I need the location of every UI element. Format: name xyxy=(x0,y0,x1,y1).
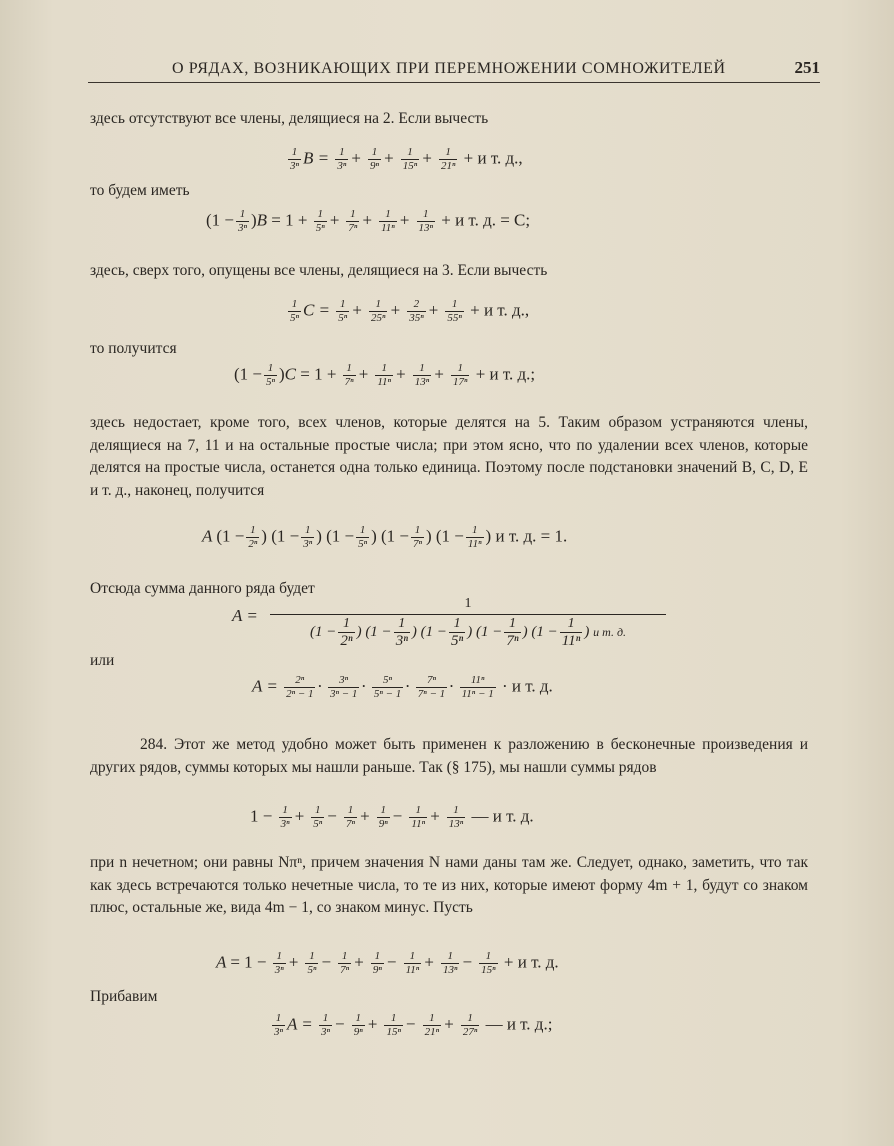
formula-6-lhs: A = xyxy=(232,606,258,625)
formula-1: $\frac{1}{\text{3ⁿ}}$ B = $\frac{1}{\text{3ⁿ}}$ + $\frac{1}{\text{9ⁿ}}$ + $\frac{1}{\text{15ⁿ}}$ + $\frac{1}{\text{21ⁿ}}$ + и т. д., xyxy=(290,146,523,172)
paragraph-3: при n нечетном; они равны Nπⁿ, причем значения N нами даны там же. Следует, однако, заметить, что так как здесь встречаются только нечетные числа, то те из них, которые имеют форму 4m + 1, будут со знаком плюс, остальные же, вида 4m − 1, со знаком минус. Пусть xyxy=(90,854,808,916)
formula-10-tail: — и т. д.; xyxy=(485,1014,553,1034)
text-line-7: Прибавим xyxy=(90,988,158,1005)
formula-6-numerator: 1 xyxy=(464,596,472,611)
text-line-2: то будем иметь xyxy=(90,182,190,199)
text-line-5: Отсюда сумма данного ряда будет xyxy=(90,580,315,597)
text-line-4: то получится xyxy=(90,340,177,357)
formula-9: A = 1 − $\frac{1}{\text{3ⁿ}}$ + $\frac{1}{\text{5ⁿ}}$ − $\frac{1}{\text{7ⁿ}}$ + $\frac{1}{\text{9ⁿ}}$ − $\frac{1}{\text{11ⁿ}}$ + $\frac{1}{\text{13ⁿ}}$ − $\frac{1}{\text{15ⁿ}}$ + и т. д. xyxy=(216,950,559,976)
formula-3: $\frac{1}{\text{5ⁿ}}$ C = $\frac{1}{\text{5ⁿ}}$ + $\frac{1}{\text{25ⁿ}}$ + $\frac{2}{\text{35ⁿ}}$ + $\frac{1}{\text{55ⁿ}}$ + и т. д., xyxy=(290,298,530,324)
formula-1-tail: + и т. д., xyxy=(463,148,523,168)
paragraph-1: здесь недостает, кроме того, всех членов, которые делятся на 5. Таким образом устраняются члены, делящиеся на 7, 11 и на остальные простые числа; при этом ясно, что по удалении всех членов, которые делятся на простые числа, останется одна только единица. Поэтому после подстановки значений B, C, D, E и т. д., наконец, получится xyxy=(90,414,808,499)
paragraph-2: 284. Этот же метод удобно может быть применен к разложению в бесконечные произведения и других рядов, суммы которых мы нашли раньше. Так (§ 175), мы нашли суммы рядов xyxy=(90,736,808,776)
formula-4: (1 − $\frac{1}{\text{5ⁿ}}$ )C = 1 + $\frac{1}{\text{7ⁿ}}$ + $\frac{1}{\text{11ⁿ}}$ + $\frac{1}{\text{13ⁿ}}$ + $\frac{1}{\text{17ⁿ}}$ + и т. д.; xyxy=(234,362,536,388)
formula-6-tail: и т. д. xyxy=(593,624,627,639)
formula-10: $\frac{1}{\text{3ⁿ}}$ A = $\frac{1}{\text{3ⁿ}}$ − $\frac{1}{\text{9ⁿ}}$ + $\frac{1}{\text{15ⁿ}}$ − $\frac{1}{\text{21ⁿ}}$ + $\frac{1}{\text{27ⁿ}}$ — и т. д.; xyxy=(274,1012,553,1038)
formula-8: 1 − $\frac{1}{\text{3ⁿ}}$ + $\frac{1}{\text{5ⁿ}}$ − $\frac{1}{\text{7ⁿ}}$ + $\frac{1}{\text{9ⁿ}}$ − $\frac{1}{\text{11ⁿ}}$ + $\frac{1}{\text{13ⁿ}}$ — и т. д. xyxy=(250,804,534,830)
text-line-3: здесь, сверх того, опущены все члены, делящиеся на 3. Если вычесть xyxy=(90,262,548,279)
formula-5: A (1 − $\frac{1}{\text{2ⁿ}}$ ) (1 − $\frac{1}{\text{3ⁿ}}$ ) (1 − $\frac{1}{\text{5ⁿ}}$ ) (1 − $\frac{1}{\text{7ⁿ}}$ ) (1 − $\frac{1}{\text{11ⁿ}}$ ) и т. д. = 1. xyxy=(202,524,568,550)
formula-6-denominator: (1 − $\frac{1}{\text{2ⁿ}}$ ) (1 − $\frac{1}{\text{3ⁿ}}$ ) (1 − $\frac{1}{\text{5ⁿ}}$ ) (1 − $\frac{1}{\text{7ⁿ}}$ ) (1 − $\frac{1}{\text{11ⁿ}}$ ) и т. д. xyxy=(270,614,666,648)
formula-4-tail: + и т. д.; xyxy=(475,364,536,384)
formula-6 xyxy=(270,596,666,648)
page-number: 251 xyxy=(794,58,820,77)
header-title: О РЯДАХ, ВОЗНИКАЮЩИХ ПРИ ПЕРЕМНОЖЕНИИ СОМНОЖИТЕЛЕЙ xyxy=(172,60,726,77)
formula-8-tail: — и т. д. xyxy=(471,806,534,826)
formula-9-tail: + и т. д. xyxy=(503,952,559,972)
running-header xyxy=(88,60,820,86)
text-line-1: здесь отсутствуют все члены, делящиеся на 2. Если вычесть xyxy=(90,110,489,127)
formula-3-tail: + и т. д., xyxy=(470,300,530,320)
formula-5-tail: и т. д. = 1. xyxy=(495,526,568,546)
formula-7: A = $\frac{\text{2ⁿ}}{\text{2ⁿ − 1}}$ · $\frac{\text{3ⁿ}}{\text{3ⁿ − 1}}$ · $\frac{\text{5ⁿ}}{\text{5ⁿ − 1}}$ · $\frac{\text{7ⁿ}}{\text{7ⁿ − 1}}$ · $\frac{\text{11ⁿ}}{\text{11ⁿ − 1}}$ · и т. д. xyxy=(252,674,553,700)
formula-2-tail: + и т. д. = C; xyxy=(441,210,531,230)
formula-2: (1 − $\frac{1}{\text{3ⁿ}}$ )B = 1 + $\frac{1}{\text{5ⁿ}}$ + $\frac{1}{\text{7ⁿ}}$ + $\frac{1}{\text{11ⁿ}}$ + $\frac{1}{\text{13ⁿ}}$ + и т. д. = C; xyxy=(206,208,531,234)
header-rule xyxy=(88,82,820,83)
formula-7-tail: · и т. д. xyxy=(501,676,553,696)
text-line-6: или xyxy=(90,652,115,669)
